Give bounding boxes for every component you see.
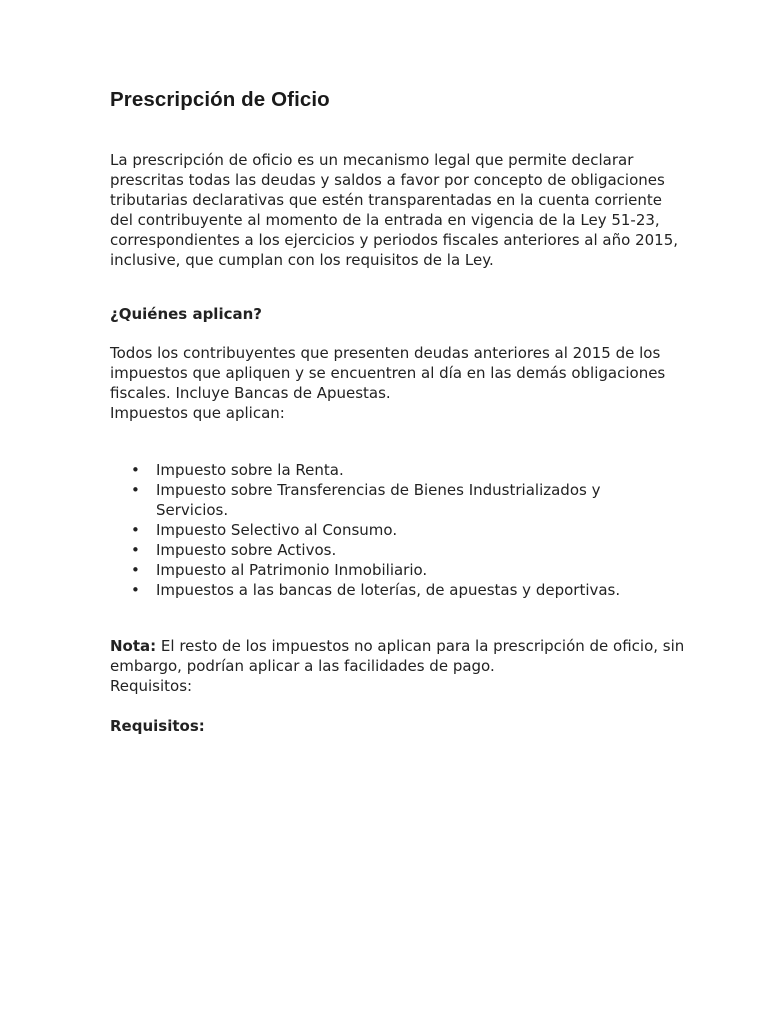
tax-item-text: Servicios.	[156, 501, 229, 519]
note-line	[110, 636, 684, 656]
list-item	[110, 560, 620, 580]
who-applies-line: Todos los contribuyentes que presenten deudas anteriores al 2015 de los	[110, 344, 661, 362]
note-label: Nota:	[110, 637, 157, 655]
list-item	[110, 520, 620, 540]
bullet-icon: •	[131, 521, 140, 539]
tax-list	[110, 460, 620, 600]
who-applies-heading: ¿Quiénes aplican?	[110, 305, 262, 323]
bullet-icon: •	[131, 581, 140, 599]
list-item	[110, 460, 620, 480]
list-item	[110, 480, 620, 520]
taxes-intro-line: Impuestos que aplican:	[110, 404, 285, 422]
intro-line: La prescripción de oficio es un mecanismo legal que permite declarar	[110, 151, 634, 169]
tax-item-text: Impuesto sobre la Renta.	[156, 461, 344, 479]
who-applies-paragraph	[110, 343, 665, 423]
note-paragraph	[110, 636, 684, 696]
who-applies-line: fiscales. Incluye Bancas de Apuestas.	[110, 384, 391, 402]
intro-line: del contribuyente al momento de la entrada en vigencia de la Ley 51-23,	[110, 211, 660, 229]
list-item	[110, 580, 620, 600]
requirements-heading: Requisitos:	[110, 717, 205, 735]
intro-line: tributarias declarativas que estén transparentadas en la cuenta corriente	[110, 191, 662, 209]
tax-item-text: Impuesto sobre Activos.	[156, 541, 337, 559]
tax-item-text: Impuesto Selectivo al Consumo.	[156, 521, 398, 539]
tax-item-text: Impuesto sobre Transferencias de Bienes Industrializados y	[156, 481, 601, 499]
tax-item-text: Impuesto al Patrimonio Inmobiliario.	[156, 561, 428, 579]
who-applies-line: impuestos que apliquen y se encuentren al día en las demás obligaciones	[110, 364, 666, 382]
list-item	[110, 540, 620, 560]
intro-line: inclusive, que cumplan con los requisitos de la Ley.	[110, 251, 494, 269]
bullet-icon: •	[131, 541, 140, 559]
tax-item-text: Impuestos a las bancas de loterías, de apuestas y deportivas.	[156, 581, 621, 599]
bullet-icon: •	[131, 561, 140, 579]
intro-paragraph	[110, 150, 678, 270]
bullet-icon: •	[131, 481, 140, 499]
note-text: El resto de los impuestos no aplican para la prescripción de oficio, sin	[156, 637, 685, 655]
bullet-icon: •	[131, 461, 140, 479]
page-title: Prescripción de Oficio	[110, 88, 330, 111]
intro-line: correspondientes a los ejercicios y periodos fiscales anteriores al año 2015,	[110, 231, 679, 249]
intro-line: prescritas todas las deudas y saldos a favor por concepto de obligaciones	[110, 171, 665, 189]
note-requirements-line: Requisitos:	[110, 677, 193, 695]
note-line: embargo, podrían aplicar a las facilidades de pago.	[110, 657, 495, 675]
